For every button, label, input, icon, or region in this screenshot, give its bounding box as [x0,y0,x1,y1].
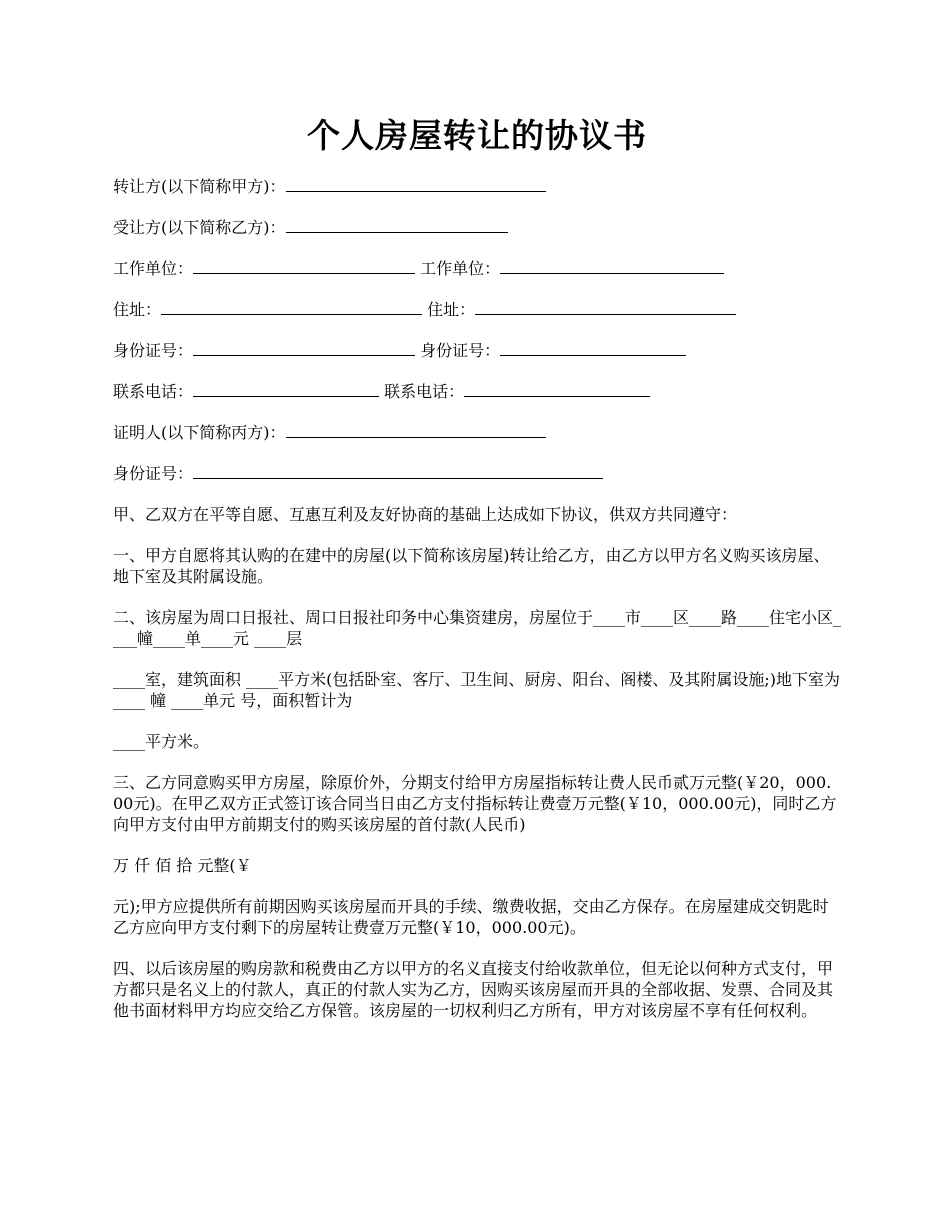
phone-label-a: 联系电话： [113,382,194,401]
clause-3-continued-paragraph: 元);甲方应提供所有前期因购买该房屋而开具的手续、缴费收据，交由乙方保存。在房屋建成交钥匙时乙方应向甲方支付剩下的房屋转让费壹万元整(￥10，000.00元)。 [113,897,829,937]
address-blank-b [475,300,736,315]
document-title: 个人房屋转让的协议书 [307,116,647,155]
phone-line [113,381,841,402]
address-line [113,299,841,320]
transferee-label: 受让方(以下简称乙方)： [113,218,286,237]
clause-3-paragraph: 三、乙方同意购买甲方房屋，除原价外，分期支付给甲方房屋指标转让费人民币贰万元整(￥20，000.00元)。在甲乙双方正式签订该合同当日由乙方支付指标转让费壹万元整(￥10，000.00元)，同时乙方向甲方支付由甲方前期支付的购买该房屋的首付款(人民币) [113,773,837,834]
id-line [113,340,841,361]
witness-label: 证明人(以下简称丙方)： [113,423,286,442]
clause-2-continued-paragraph: ____室，建筑面积 ____平方米(包括卧室、客厅、卫生间、厨房、阳台、阁楼、及其附属设施;)地下室为____ 幢 ____单元 号，面积暂计为 [113,670,840,710]
document-page [113,112,841,1041]
address-label-b: 住址： [427,300,476,319]
area-paragraph: ____平方米。 [113,732,210,751]
work-unit-blank-b [500,259,724,274]
intro-paragraph: 甲、乙双方在平等自愿、互惠互利及友好协商的基础上达成如下协议，供双方共同遵守： [113,505,738,524]
id-blank-b [500,341,686,356]
clause-2-paragraph: 二、该房屋为周口日报社、周口日报社印务中心集资建房，房屋位于____市____区____路____住宅小区____幢____单____元 ____层 [113,608,842,648]
transferor-line [113,176,841,197]
witness-line [113,422,841,443]
work-unit-blank-a [193,259,415,274]
phone-blank-a [193,382,379,397]
witness-id-blank [193,464,603,479]
work-unit-label-a: 工作单位： [113,259,194,278]
id-label-a: 身份证号： [113,341,194,360]
transferor-label: 转让方(以下简称甲方)： [113,177,286,196]
address-blank-a [161,300,422,315]
address-label-a: 住址： [113,300,162,319]
amount-paragraph: 万 仟 佰 拾 元整(￥ [113,856,252,875]
work-unit-line [113,258,841,279]
witness-id-line [113,463,841,484]
work-unit-label-b: 工作单位： [420,259,501,278]
clause-4-paragraph: 四、以后该房屋的购房款和税费由乙方以甲方的名义直接支付给收款单位，但无论以何种方式支付，甲方都只是名义上的付款人，真正的付款人实为乙方，因购买该房屋而开具的全部收据、发票、合同及其他书面材料甲方均应交给乙方保管。该房屋的一切权利归乙方所有，甲方对该房屋不享有任何权利。 [113,959,834,1020]
clause-1-paragraph: 一、甲方自愿将其认购的在建中的房屋(以下简称该房屋)转让给乙方，由乙方以甲方名义购买该房屋、地下室及其附属设施。 [113,546,830,586]
transferee-line [113,217,841,238]
witness-id-label: 身份证号： [113,464,194,483]
transferor-blank [286,177,546,192]
id-blank-a [193,341,415,356]
phone-label-b: 联系电话： [384,382,465,401]
transferee-blank [286,218,508,233]
id-label-b: 身份证号： [420,341,501,360]
phone-blank-b [464,382,650,397]
witness-blank [286,423,546,438]
